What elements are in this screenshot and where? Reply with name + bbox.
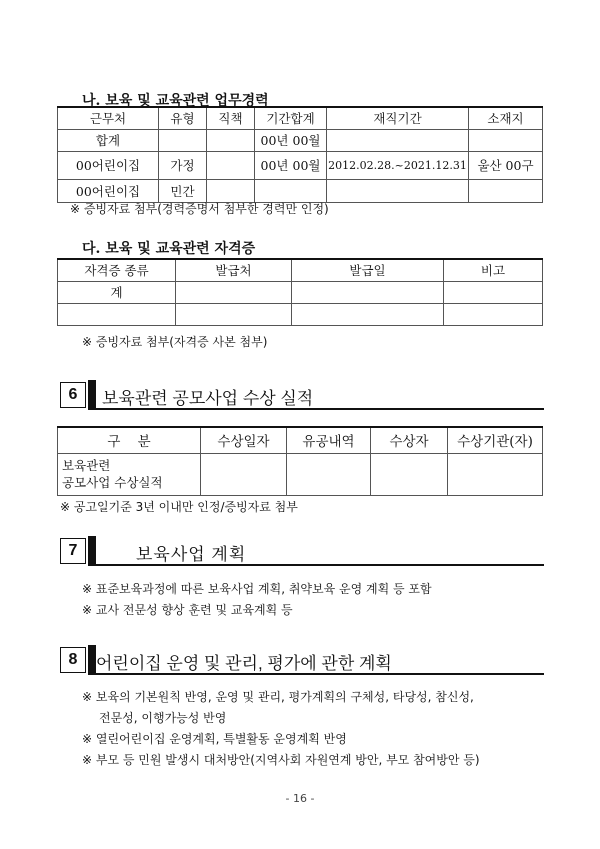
cell <box>201 453 287 495</box>
cell-workplace: 00어린이집 <box>58 179 159 202</box>
cell <box>58 303 176 325</box>
badge-divider <box>88 380 96 410</box>
table-row <box>58 281 543 303</box>
cell-total-label: 합계 <box>58 129 159 151</box>
section-title-certificates: 다. 보육 및 교육관련 자격증 <box>82 241 256 257</box>
table-row <box>58 179 543 202</box>
table-row <box>58 129 543 151</box>
cell <box>207 129 255 151</box>
cell <box>469 179 543 202</box>
cell <box>207 151 255 179</box>
awards-row-label-line1: 보육관련 <box>62 458 111 473</box>
cell-total-label: 계 <box>58 281 176 303</box>
header-award-org: 수상기관(자) <box>448 427 543 453</box>
certificates-note: ※ 증빙자료 첨부(자격증 사본 첨부) <box>82 335 268 349</box>
awards-table <box>57 426 543 496</box>
header-location: 소재지 <box>469 107 543 129</box>
awards-row-label <box>58 453 201 495</box>
operation-bullet: ※ 보육의 기본원칙 반영, 운영 및 관리, 평가계획의 구체성, 타당성, 참신성, <box>82 690 474 704</box>
cell-location: 울산 00구 <box>469 151 543 179</box>
cell-type: 가정 <box>159 151 207 179</box>
badge-divider <box>88 645 96 675</box>
cell <box>159 129 207 151</box>
awards-note: ※ 공고일기준 3년 이내만 인정/증빙자료 첨부 <box>60 500 298 514</box>
table-row <box>58 151 543 179</box>
plan-bullet: ※ 교사 전문성 향상 훈련 및 교육계획 등 <box>82 603 293 617</box>
operation-bullet: ※ 열린어린이집 운영계획, 특별활동 운영계획 반영 <box>82 732 347 746</box>
cell <box>255 179 327 202</box>
cell <box>292 303 444 325</box>
cell <box>444 303 543 325</box>
badge-divider <box>88 536 96 566</box>
header-issue-date: 발급일 <box>292 259 444 281</box>
cell <box>207 179 255 202</box>
section-number-badge: 7 <box>60 538 86 564</box>
header-issuer: 발급처 <box>176 259 292 281</box>
header-recipient: 수상자 <box>371 427 448 453</box>
section-title-work-experience: 나. 보육 및 교육관련 업무경력 <box>82 93 269 109</box>
operation-bullet: ※ 부모 등 민원 발생시 대처방안(지역사회 자원연계 방안, 부모 참여방안 등) <box>82 753 480 767</box>
header-remarks: 비고 <box>444 259 543 281</box>
header-position: 직책 <box>207 107 255 129</box>
header-type: 유형 <box>159 107 207 129</box>
cell-total-period: 00년 00월 <box>255 129 327 151</box>
cell <box>327 179 469 202</box>
section-underline <box>88 564 544 566</box>
header-award-date: 수상일자 <box>201 427 287 453</box>
header-employment-period: 재직기간 <box>327 107 469 129</box>
table-row <box>58 453 543 495</box>
cell-period: 00년 00월 <box>255 151 327 179</box>
cell <box>469 129 543 151</box>
work-experience-note: ※ 증빙자료 첨부(경력증명서 첨부한 경력만 인정) <box>70 202 329 216</box>
cell-dates: 2012.02.28.~2021.12.31 <box>327 151 469 179</box>
certificates-table <box>57 258 543 326</box>
page-number: - 16 - <box>285 792 315 805</box>
cell <box>448 453 543 495</box>
awards-row-label-line2: 공모사업 수상실적 <box>62 475 163 490</box>
section-number-badge: 8 <box>60 647 86 673</box>
plan-bullet: ※ 표준보육과정에 따른 보육사업 계획, 취약보육 운영 계획 등 포함 <box>82 582 432 596</box>
header-merit: 유공내역 <box>287 427 371 453</box>
cell <box>176 281 292 303</box>
work-experience-table <box>57 106 543 203</box>
section-underline <box>88 673 544 675</box>
cell <box>444 281 543 303</box>
section-title-awards: 보육관련 공모사업 수상 실적 <box>102 389 314 408</box>
section-number-badge: 6 <box>60 382 86 408</box>
header-workplace: 근무처 <box>58 107 159 129</box>
header-total-period: 기간합계 <box>255 107 327 129</box>
cell-workplace: 00어린이집 <box>58 151 159 179</box>
section-title-childcare-plan: 보육사업 계획 <box>136 545 247 564</box>
cell <box>371 453 448 495</box>
section-underline <box>88 408 544 410</box>
cell <box>327 129 469 151</box>
cell <box>176 303 292 325</box>
header-cert-type: 자격증 종류 <box>58 259 176 281</box>
table-row <box>58 303 543 325</box>
cell <box>292 281 444 303</box>
cell-type: 민간 <box>159 179 207 202</box>
section-title-operation-plan: 어린이집 운영 및 관리, 평가에 관한 계획 <box>96 654 392 673</box>
header-category: 구 분 <box>58 427 201 453</box>
cell <box>287 453 371 495</box>
operation-bullet-continued: 전문성, 이행가능성 반영 <box>99 711 227 725</box>
